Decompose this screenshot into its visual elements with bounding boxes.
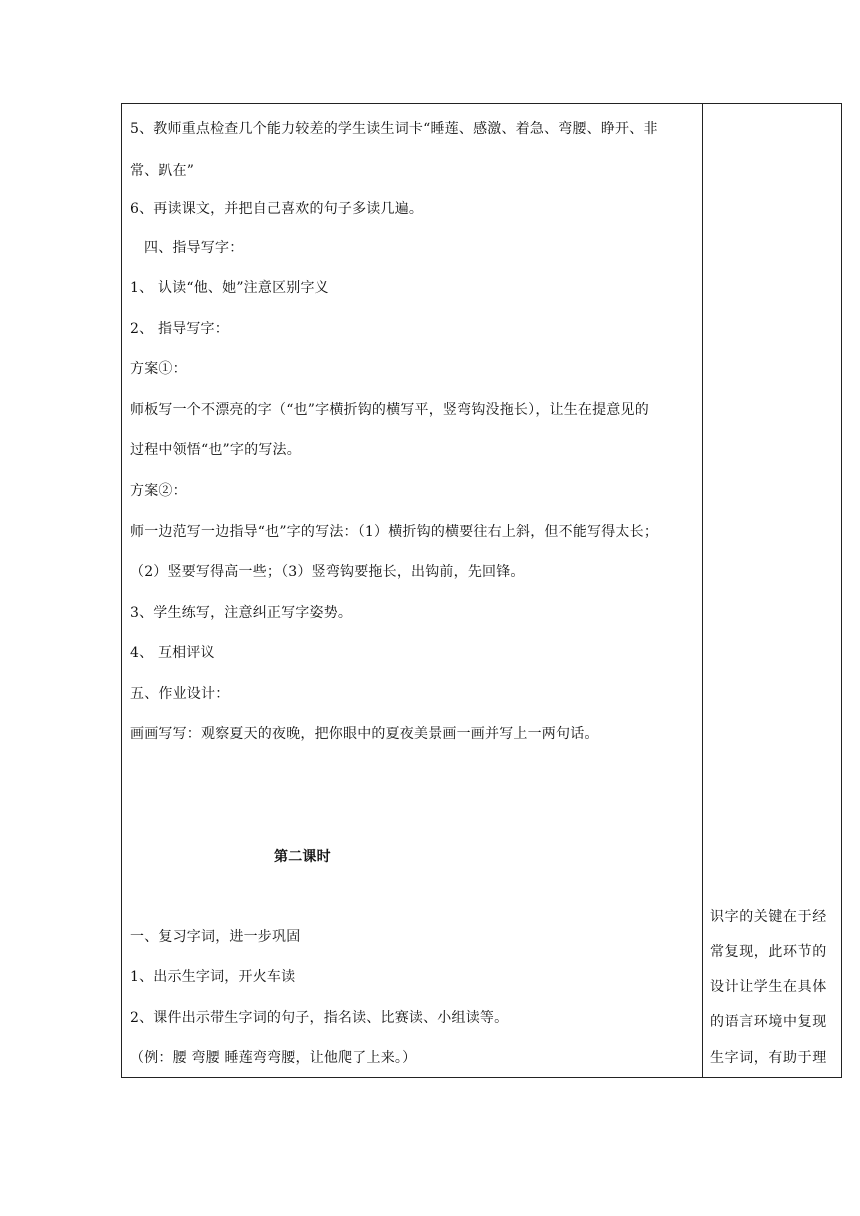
note-line: 生字词，有助于理 [710,1050,827,1066]
text-line: 5、教师重点检查几个能力较差的学生读生词卡“睡莲、感激、着急、弯腰、睁开、非 [130,121,658,137]
text-line: 1、 认读“他、她”注意区别字义 [130,280,329,296]
lesson-plan-table [121,103,842,1078]
lesson-period-title: 第二课时 [274,849,331,865]
text-line: （2）竖要写得高一些；（3）竖弯钩要拖长，出钩前，先回锋。 [130,564,525,580]
text-line: 师一边范写一边指导“也”字的写法：（1）横折钩的横要往右上斜，但不能写得太长； [130,524,659,540]
note-line: 常复现，此环节的 [710,944,827,960]
text-line: 方案①： [130,361,187,377]
text-line: 1、出示生字词，开火车读 [130,969,296,985]
text-line: 过程中领悟“也”字的写法。 [130,442,301,458]
text-line: 方案②： [130,483,187,499]
section-heading: 一、复习字词，进一步巩固 [130,929,301,945]
text-line: 师板写一个不漂亮的字（“也”字横折钩的横写平，竖弯钩没拖长），让生在提意见的 [130,402,649,418]
column-divider [702,104,703,1077]
text-line: 2、 指导写字： [130,321,229,337]
text-line: 常、趴在” [130,163,195,179]
text-line: 画画写写：观察夏天的夜晚，把你眼中的夏夜美景画一画并写上一两句话。 [130,726,599,742]
text-line: 4、 互相评议 [130,645,215,661]
note-line: 设计让学生在具体 [710,979,827,995]
section-heading: 五、作业设计： [130,686,230,702]
text-line: 3、学生练写，注意纠正写字姿势。 [130,605,353,621]
section-heading: 四、指导写字： [144,240,244,256]
text-line: 6、再读课文，并把自己喜欢的句子多读几遍。 [130,201,424,217]
note-line: 识字的关键在于经 [710,909,827,925]
note-line: 的语言环境中复现 [710,1014,827,1030]
text-line: 2、课件出示带生字词的句子，指名读、比赛读、小组读等。 [130,1010,509,1026]
text-line: （例：腰 弯腰 睡莲弯弯腰，让他爬了上来。） [130,1050,417,1066]
